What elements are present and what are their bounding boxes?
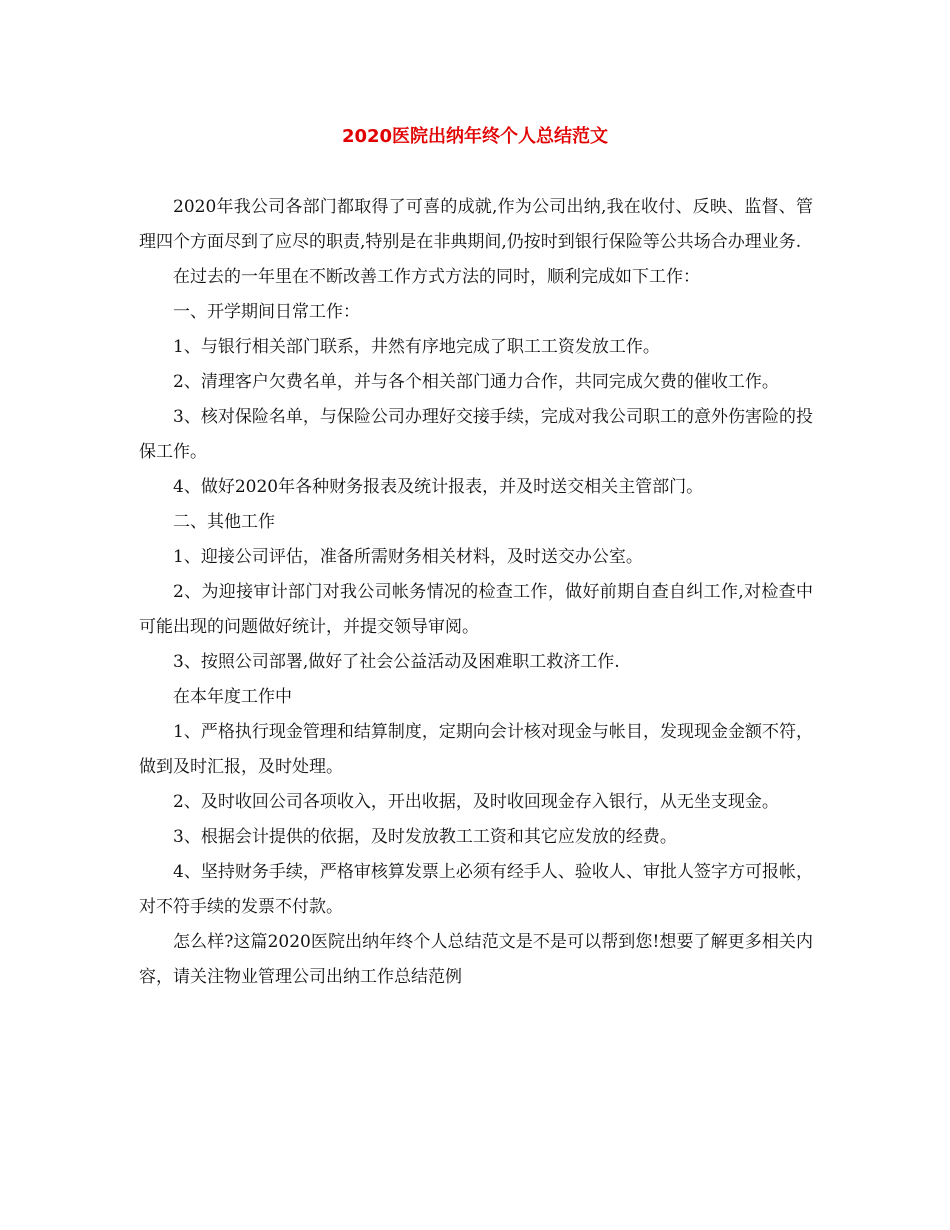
paragraph-intro: 2020年我公司各部门都取得了可喜的成就,作为公司出纳,我在收付、反映、监督、管理四个方面尽到了应尽的职责,特别是在非典期间,仍按时到银行保险等公共场合办理业务. [139,197,813,252]
list-item: 1、迎接公司评估，准备所需财务相关材料，及时送交办公室。 [173,547,643,567]
section-heading-daily-work: 一、开学期间日常工作： [173,302,360,322]
list-item: 2、清理客户欠费名单，并与各个相关部门通力合作，共同完成欠费的催收工作。 [173,372,779,392]
list-item: 1、与银行相关部门联系，井然有序地完成了职工工资发放工作。 [173,337,660,357]
paragraph-completed-work: 在过去的一年里在不断改善工作方式方法的同时，顺利完成如下工作： [173,267,700,287]
list-item: 4、坚持财务手续，严格审核算发票上必须有经手人、验收人、审批人签字方可报帐，对不符手续的发票不付款。 [139,862,813,917]
paragraph-closing: 怎么样?这篇2020医院出纳年终个人总结范文是不是可以帮到您!想要了解更多相关内容，请关注物业管理公司出纳工作总结范例 [139,932,813,987]
list-item: 2、为迎接审计部门对我公司帐务情况的检查工作，做好前期自查自纠工作,对检查中可能出现的问题做好统计，并提交领导审阅。 [139,582,813,637]
section-heading-this-year: 在本年度工作中 [173,687,292,707]
list-item: 2、及时收回公司各项收入，开出收据，及时收回现金存入银行，从无坐支现金。 [173,792,779,812]
list-item: 3、根据会计提供的依据，及时发放教工工资和其它应发放的经费。 [173,827,677,847]
list-item: 3、核对保险名单，与保险公司办理好交接手续，完成对我公司职工的意外伤害险的投保工作。 [139,407,813,462]
section-heading-other-work: 二、其他工作 [173,512,275,532]
document-title: 2020医院出纳年终个人总结范文 [341,126,609,147]
document-body [139,190,813,995]
list-item: 4、做好2020年各种财务报表及统计报表，并及时送交相关主管部门。 [173,477,704,497]
list-item: 1、严格执行现金管理和结算制度，定期向会计核对现金与帐目，发现现金金额不符，做到及时汇报，及时处理。 [139,722,813,777]
list-item: 3、按照公司部署,做好了社会公益活动及困难职工救济工作. [173,652,620,672]
